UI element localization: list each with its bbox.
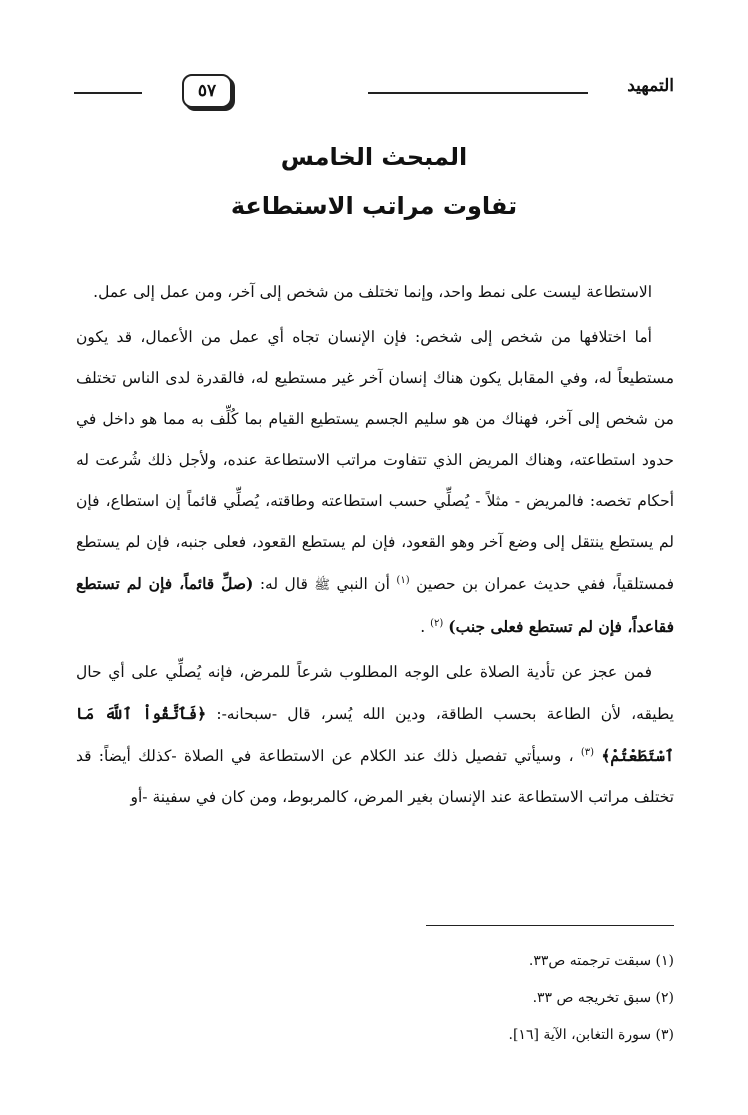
paragraph-3: [76, 652, 674, 818]
paragraph-1: الاستطاعة ليست على نمط واحد، وإنما تختلف من شخص إلى آخر، ومن عمل إلى عمل.: [93, 283, 652, 301]
header-rule-left: [74, 92, 142, 94]
paragraph-2-text-a: أن النبي: [336, 575, 390, 593]
footnote-3: (٣) سورة التغابن، الآية [١٦].: [508, 1027, 674, 1043]
paragraph-2: [76, 317, 674, 648]
salawat-icon: ﷺ: [314, 578, 331, 593]
footnote-ref-3: (٣): [580, 746, 595, 758]
body-text: [76, 272, 674, 818]
section-subtitle: تفاوت مراتب الاستطاعة: [230, 192, 518, 220]
page-number: ٥٧: [182, 74, 232, 108]
quran-verse: ﴿فَٱتَّقُواْ ٱللَّهَ مَا ٱسْتَطَعْتُمْ﴾: [76, 704, 674, 765]
hadith-quote: (صلِّ قائماً، فإن لم تستطع فقاعداً، فإن لم تستطع فعلى جنب): [76, 574, 674, 636]
footnote-ref-2: (٢): [430, 617, 444, 629]
footnote-1: (١) سبقت ترجمته ص٣٣.: [528, 953, 674, 969]
header-rule-right: [368, 92, 588, 94]
header-title: التمهيد: [627, 76, 674, 96]
paragraph-2-text: أما اختلافها من شخص إلى شخص: فإن الإنسان تجاه أي عمل من الأعمال، قد يكون مستطيعاً له، وفي المقابل يكون هناك إنسان آخر غير مستطيع له، فالقدرة لدى الناس تختلف من شخص إلى آخر، فهناك من هو سليم الجسم يستطيع القيام بما كُلِّف به مما هو داخل في حدود استطاعته، وهناك المريض الذي تتفاوت مراتب الاستطاعة عنده، ولأجل ذلك شُرعت له أحكام تخصه: فالمريض - مثلاً - يُصلِّي حسب استطاعته وطاقته، يُصلِّي قائماً إن استطاع، فإن لم يستطع ينتقل إلى وضع آخر وهو القعود، فإن لم يستطع القعود، فعلى جنبه، فإن لم يستطع فمستلقياً، ففي حديث عمران بن حصين: [76, 328, 675, 593]
paragraph-3-text-b: ، وسيأتي تفصيل ذلك عند الكلام عن الاستطاعة في الصلاة -كذلك أيضاً: قد تختلف مراتب الاستطاعة عند الإنسان بغير المرض، كالمربوط، ومن كان في سفينة -أو: [76, 747, 674, 806]
paragraph-3-text-a: فمن عجز عن تأدية الصلاة على الوجه المطلوب شرعاً للمرض، فإنه يُصلِّي على أي حال يطيقه، لأن الطاعة بحسب الطاقة، ودين الله يُسر، قال -سبحانه-:: [76, 663, 674, 723]
paragraph-2-text-b: قال له:: [259, 575, 308, 593]
footnote-ref-1: (١): [396, 574, 410, 586]
footnotes: [76, 943, 674, 1054]
footnote-2: (٢) سبق تخريجه ص ٣٣.: [532, 990, 674, 1006]
page-header: [74, 70, 674, 110]
section-title: المبحث الخامس: [280, 143, 468, 171]
paragraph-2-end: .: [420, 618, 426, 636]
footnote-divider: [426, 925, 674, 926]
